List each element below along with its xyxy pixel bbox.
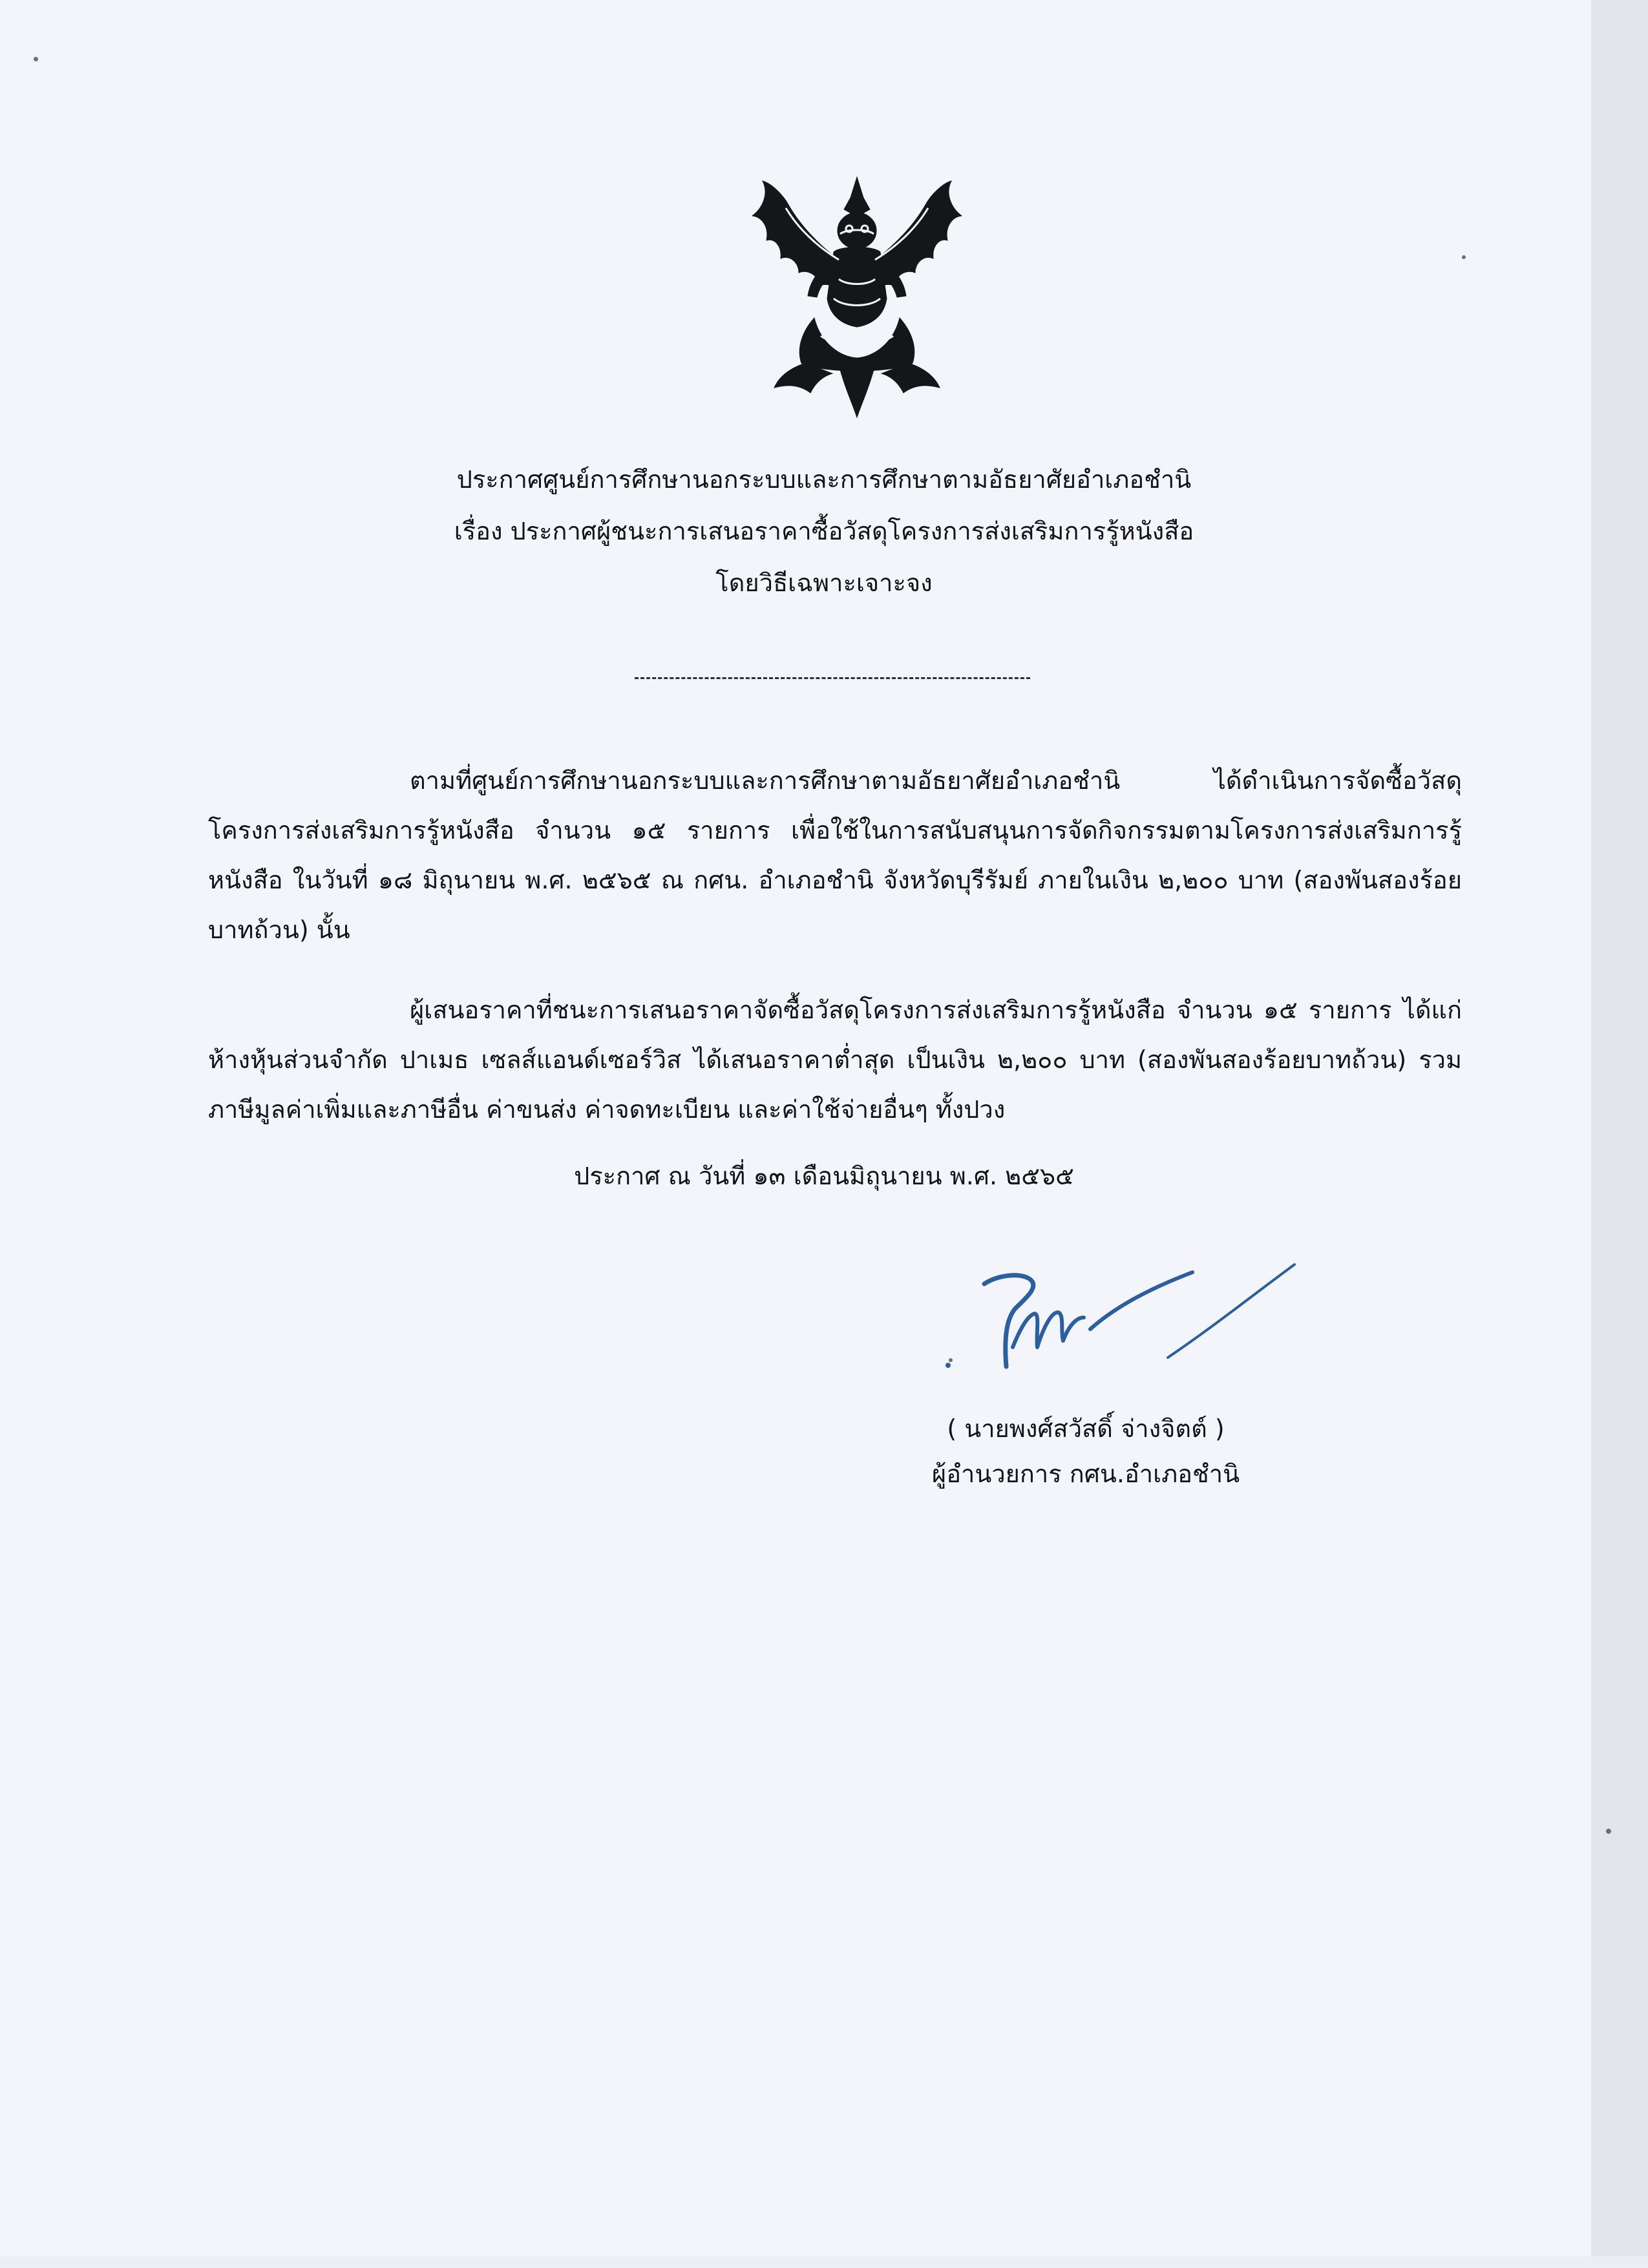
announcement-title: ประกาศศูนย์การศึกษานอกระบบและการศึกษาตามอัธยาศัยอำเภอชำนิ <box>456 465 1192 494</box>
dashed-divider <box>635 677 1030 679</box>
signatory-name: ( นายพงศ์สวัสดิ์ จ่างจิตต์ ) <box>947 1414 1225 1443</box>
scan-bottom-edge <box>0 2256 1648 2268</box>
scan-speck <box>1462 255 1466 259</box>
scan-edge-shadow <box>1591 0 1648 2268</box>
garuda-emblem-icon <box>743 169 971 421</box>
method-line: โดยวิธีเฉพาะเจาะจง <box>715 569 933 597</box>
signatory-position: ผู้อำนวยการ กศน.อำเภอชำนิ <box>931 1460 1240 1488</box>
subject-line: เรื่อง ประกาศผู้ชนะการเสนอราคาซื้อวัสดุโครงการส่งเสริมการรู้หนังสือ <box>454 517 1194 545</box>
announcement-date: ประกาศ ณ วันที่ ๑๓ เดือนมิถุนายน พ.ศ. ๒๕๖๕ <box>574 1162 1074 1190</box>
scan-speck <box>1606 1829 1611 1834</box>
body-paragraph-2: ผู้เสนอราคาที่ชนะการเสนอราคาจัดซื้อวัสดุโครงการส่งเสริมการรู้หนังสือ จำนวน ๑๕ รายการ ได้แก่ ห้างหุ้นส่วนจำกัด ปาเมธ เซลส์แอนด์เซอร์วิส ได้เสนอราคาต่ำสุด เป็นเงิน ๒,๒๐๐ บาท (สองพันสองร้อยบาทถ้วน) รวมภาษีมูลค่าเพิ่มและภาษีอื่น ค่าขนส่ง ค่าจดทะเบียน และค่าใช้จ่ายอื่นๆ ทั้งปวง <box>208 996 1462 1124</box>
handwritten-signature <box>940 1250 1315 1380</box>
body-paragraph-1: ตามที่ศูนย์การศึกษานอกระบบและการศึกษาตามอัธยาศัยอำเภอชำนิ ได้ดำเนินการจัดซื้อวัสดุโครงการส่งเสริมการรู้หนังสือ จำนวน ๑๕ รายการ เพื่อใช้ในการสนับสนุนการจัดกิจกรรมตามโครงการส่งเสริมการรู้หนังสือ ในวันที่ ๑๘ มิถุนายน พ.ศ. ๒๕๖๕ ณ กศน. อำเภอชำนิ จังหวัดบุรีรัมย์ ภายในเงิน ๒,๒๐๐ บาท (สองพันสองร้อยบาทถ้วน) นั้น <box>208 766 1462 944</box>
scan-speck <box>34 57 38 61</box>
